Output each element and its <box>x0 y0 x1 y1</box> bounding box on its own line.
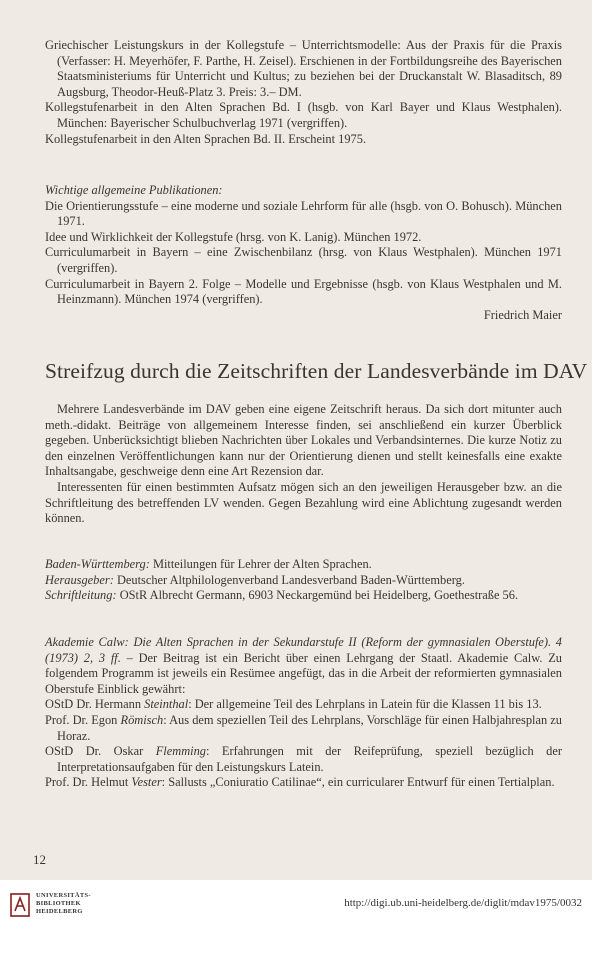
value: Mitteilungen für Lehrer der Alten Sprachen. <box>152 557 372 571</box>
calw-entry <box>45 635 562 791</box>
title-text: Prof. Dr. Helmut <box>45 775 132 790</box>
list-item: Kollegstufenarbeit in den Alten Sprachen Bd. II. Erscheint 1975. <box>45 131 367 146</box>
title-text: OStD Dr. Hermann <box>45 697 145 712</box>
article-title: Streifzug durch die Zeitschriften der Landesverbände im DAV <box>45 359 588 383</box>
title-text: OStD Dr. Oskar <box>45 744 156 759</box>
topic-text: : Aus dem speziellen Teil des Lehrplans, Vorschläge für einen Halbjahresplan zu Horaz. <box>57 712 563 743</box>
intro-list <box>45 38 562 147</box>
program-item <box>45 697 562 713</box>
source-url-link[interactable]: http://digi.ub.uni-heidelberg.de/diglit/mdav1975/0032 <box>344 897 582 909</box>
list-item: Idee und Wirklichkeit der Kollegstufe (hrsg. von K. Lanig). München 1972. <box>45 229 422 244</box>
list-item: Curriculumarbeit in Bayern 2. Folge – Modelle und Ergebnisse (hsgb. von Klaus Westphalen und M. Heinzmann). München 1974 (vergriffen). <box>45 276 562 307</box>
editor-line <box>45 588 562 604</box>
publications-section <box>45 183 562 323</box>
library-name-line: HEIDELBERG <box>36 908 83 915</box>
speaker-name: Steinthal <box>144 697 189 712</box>
label: Akademie Calw: Die Alten Sprachen in der Sekundarstufe II (Reform der gymnasialen Oberstufe). 4 (1973) 2, 3 ff. <box>45 635 562 665</box>
speaker-name: Römisch <box>120 712 164 727</box>
calw-paragraph <box>45 635 562 697</box>
publications-heading: Wichtige allgemeine Publikationen: <box>45 183 223 197</box>
bw-line <box>45 557 562 573</box>
label: Schriftleitung: <box>45 588 117 603</box>
bw-entry <box>45 557 562 604</box>
topic-text: : Sallusts „Coniuratio Catilinae“, ein curricularer Entwurf für einen Tertialplan. <box>161 775 555 790</box>
title-text: Prof. Dr. Egon <box>45 712 121 727</box>
list-item: Die Orientierungsstufe – eine moderne und soziale Lehrform für alle (hsgb. von O. Bohusch). München 1971. <box>45 198 562 229</box>
label: Baden-Württemberg: <box>45 557 150 571</box>
value: Deutscher Altphilologenverband Landesverband Baden-Württemberg. <box>116 572 465 587</box>
value: OStR Albrecht Germann, 6903 Neckargemünd bei Heidelberg, Goethestraße 56. <box>119 588 519 603</box>
library-name-line: BIBLIOTHEK <box>36 900 81 907</box>
topic-text: : Der allgemeine Teil des Lehrplans in Latein für die Klassen 11 bis 13. <box>188 697 542 712</box>
library-logo-icon <box>10 893 30 917</box>
program-item <box>45 775 562 791</box>
paragraph: Mehrere Landesverbände im DAV geben eine eigene Zeitschrift heraus. Da sich dort mitunter auch meth.-didakt. Beiträge von allgemeinem Interesse finden, sei anschließend ein kurzer Überblick gegeben. Unberücksichtigt blieben Nachrichten über Lokales und Verbandsinternes. Die kurze Notiz zu den einzelnen Veröffentlichungen kann nur der Orientierung dienen und stellt keinesfalls eine exakte Inhaltsangabe, geschweige denn eine Art Rezension dar. <box>45 402 562 479</box>
list-item: Curriculumarbeit in Bayern – eine Zwischenbilanz (hrsg. von Klaus Westphalen). München 1971 (vergriffen). <box>45 245 562 275</box>
author-signature: Friedrich Maier <box>483 307 562 322</box>
article-intro <box>45 402 562 527</box>
label: Herausgeber: <box>45 572 114 587</box>
program-item <box>45 744 562 775</box>
publisher-line <box>45 573 562 589</box>
list-item: Griechischer Leistungskurs in der Kollegstufe – Unterrichtsmodelle: Aus der Praxis für die Praxis (Verfasser: H. Meyerhöfer, F. Parthe, H. Zeisel). Erschienen in der Fortbildungsreihe des Bayerischen Staatsministeriums für Unterricht und Kultus; zu beziehen bei der Druckanstalt W. Blasaditsch, 89 Augsburg, Theodor-Heuß-Platz 3. Preis: 3.– DM. <box>45 38 562 99</box>
paragraph: Interessenten für einen bestimmten Aufsatz mögen sich an den jeweiligen Herausgeber bzw. an die Schriftleitung des betreffenden LV wenden. Gegen Bezahlung wird eine Ablichtung zugesandt werden können. <box>45 479 562 526</box>
speaker-name: Flemming <box>155 744 206 759</box>
list-item: Kollegstufenarbeit in den Alten Sprachen Bd. I (hsgb. von Karl Bayer und Klaus Westphalen). München: Bayerischer Schulbuchverlag 1971 (vergriffen). <box>45 100 562 130</box>
speaker-name: Vester <box>131 775 162 790</box>
program-item <box>45 713 562 744</box>
page-number: 12 <box>33 852 46 867</box>
value: – Der Beitrag ist ein Bericht über einen Lehrgang der Staatl. Akademie Calw. Zu folgendem Programm ist jeweils ein Resümee angefügt, das in die Arbeit der reformierten gymnasialen Oberstufe Einblick gewährt: <box>45 650 562 696</box>
topic-text: : Erfahrungen mit der Reifeprüfung, speziell bezüglich der Interpretationsaufgaben für den Leistungskurs Latein. <box>57 744 562 774</box>
library-name-line: UNIVERSITÄTS- <box>36 892 91 899</box>
